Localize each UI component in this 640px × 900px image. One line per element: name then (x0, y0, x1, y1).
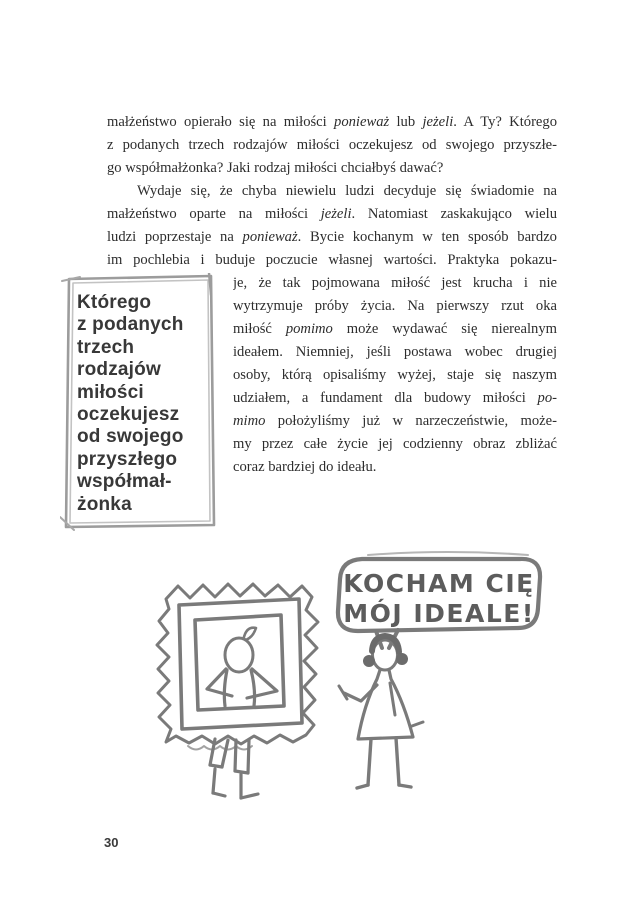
text-line: mimo położyliśmy już w narzeczeństwie, może- (233, 413, 557, 429)
pull-quote-line: miłości (77, 381, 144, 403)
body-text-narrow (233, 272, 557, 479)
pull-quote-line: Którego (77, 292, 152, 313)
pull-quote-line: z podanych (77, 314, 184, 336)
page-number: 30 (104, 835, 119, 850)
text-line: ideałem. Niemniej, jeśli postawa wobec drugiej (233, 344, 557, 360)
pull-quote-box (60, 273, 220, 531)
text-line: je, że tak pojmowana miłość jest krucha i nie (233, 275, 557, 291)
pull-quote-line: żonka (77, 493, 132, 515)
body-text-wide (107, 111, 557, 272)
pull-quote-line: przyszłego (77, 448, 178, 470)
text-line: ludzi poprzestaje na ponieważ. Bycie kochanym w ten sposób bardzo (107, 229, 557, 245)
text-line: udziałem, a fundament dla budowy miłości po- (233, 390, 557, 406)
text-line: wytrzymuje próby życia. Na pierwszy rzut oka (233, 298, 557, 314)
text-line: osoby, którą opisaliśmy wyżej, staje się naszym (233, 367, 557, 383)
text-line: my przez całe życie jej codzienny obraz zbliżać (233, 436, 557, 452)
text-line: małżeństwo oparte na miłości jeżeli. Natomiast zaskakująco wielu (107, 206, 557, 222)
pull-quote-line: trzech (77, 336, 135, 358)
man-in-frame-icon (207, 628, 277, 706)
pull-quote-text (77, 292, 207, 516)
text-line: Wydaje się, że chyba niewielu ludzi decyduje się świadomie na (137, 183, 557, 199)
text-line: go współmałżonka? Jaki rodzaj miłości chciałbyś dawać? (107, 160, 444, 176)
illustration (128, 543, 552, 843)
pull-quote-line: współmał- (77, 471, 172, 493)
text-line: małżeństwo opierało się na miłości ponieważ lub jeżeli. A Ty? Którego (107, 114, 557, 130)
speech-text-line1: KOCHAM CIĘ (343, 569, 535, 598)
pull-quote-line: od swojego (77, 426, 184, 448)
pull-quote-line: rodzajów (77, 359, 161, 381)
text-line: coraz bardziej do ideału. (233, 459, 377, 475)
speech-text-line2: MÓJ IDEALE! (343, 599, 535, 628)
text-line: miłość pomimo może wydawać się nierealnym (233, 321, 557, 337)
text-line: im pochlebia i buduje poczucie własnej wartości. Praktyka pokazu- (107, 252, 557, 268)
pull-quote-line: oczekujesz (77, 404, 180, 426)
picture-frame-icon (157, 584, 318, 750)
text-line: z podanych trzech rodzajów miłości oczekujesz od swojego przyszłe- (107, 137, 557, 153)
woman-figure-icon (339, 636, 423, 788)
